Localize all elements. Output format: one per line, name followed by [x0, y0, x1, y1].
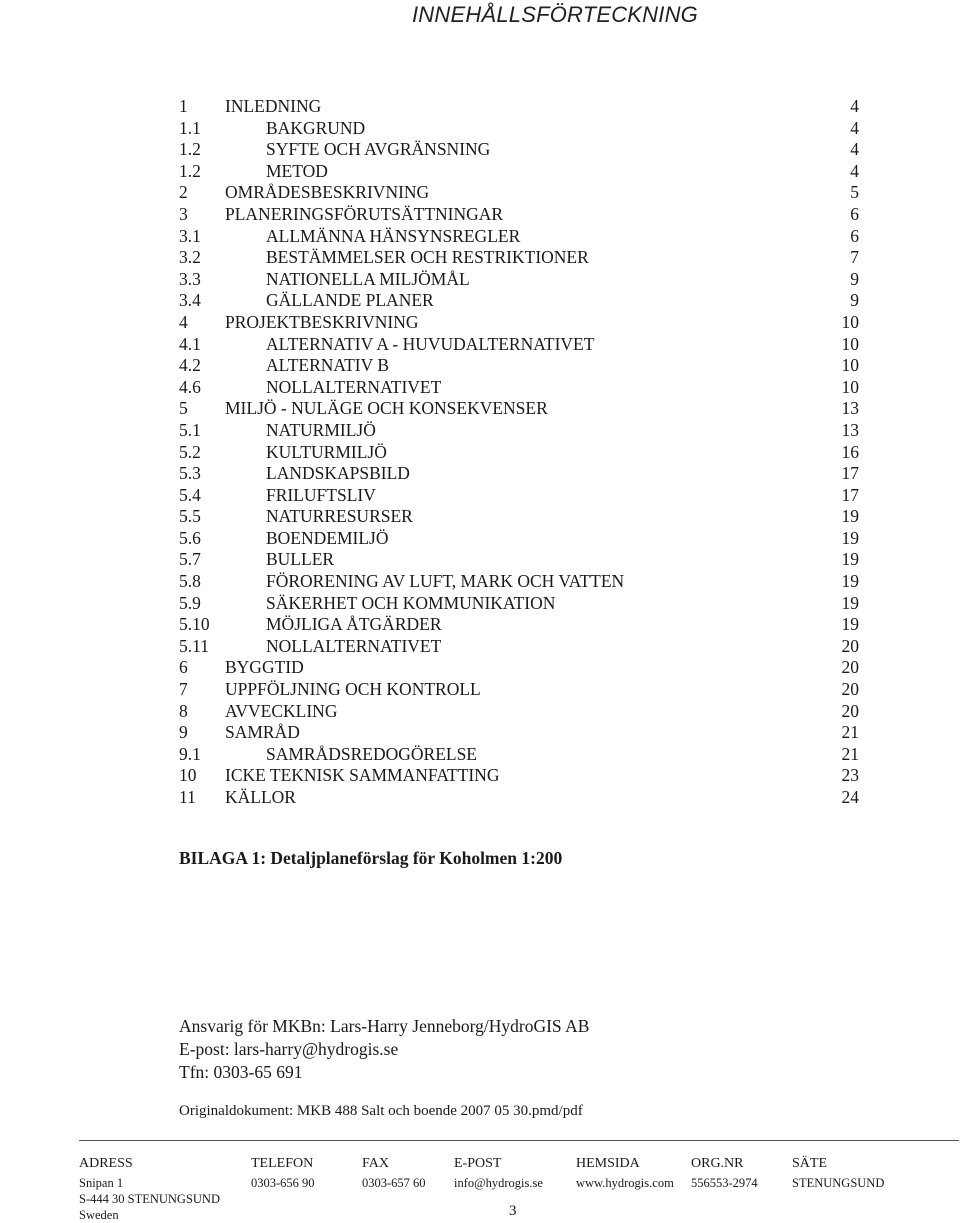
footer-column	[691, 1156, 758, 1191]
toc-entry-page: 24	[841, 787, 859, 807]
toc-entry	[179, 226, 859, 248]
toc-entry-page: 4	[850, 96, 859, 116]
toc-entry-number: 5.6	[179, 527, 201, 548]
toc-entry-page: 17	[841, 463, 859, 484]
toc-entry-title: KULTURMILJÖ	[266, 441, 387, 462]
toc-entry	[179, 636, 859, 658]
toc-entry-title: SÄKERHET OCH KOMMUNIKATION	[266, 592, 556, 613]
footer-divider	[79, 1140, 959, 1141]
toc-entry-page: 20	[841, 657, 859, 678]
toc-entry-page: 5	[850, 182, 859, 203]
table-of-contents	[179, 96, 859, 809]
toc-entry-number: 5	[179, 398, 188, 419]
toc-entry	[179, 506, 859, 528]
toc-entry-page: 13	[841, 419, 859, 440]
toc-entry-title: NOLLALTERNATIVET	[266, 635, 442, 656]
toc-entry-page: 9	[850, 290, 859, 311]
toc-entry-page: 19	[841, 506, 859, 527]
toc-entry-page: 19	[841, 614, 859, 635]
toc-entry-page: 20	[841, 679, 859, 700]
toc-entry-number: 3.4	[179, 290, 201, 311]
toc-entry-page: 10	[841, 355, 859, 376]
toc-entry-title: ALTERNATIV B	[266, 355, 389, 376]
footer-column-value: info@hydrogis.se	[454, 1176, 543, 1190]
toc-entry	[179, 722, 859, 744]
toc-entry-number: 7	[179, 679, 188, 700]
toc-entry-number: 5.8	[179, 571, 201, 592]
footer-column-value: 556553-2974	[691, 1176, 758, 1190]
toc-entry-title: MILJÖ - NULÄGE OCH KONSEKVENSER	[225, 398, 548, 419]
toc-entry-number: 5.5	[179, 506, 201, 527]
toc-entry-number: 8	[179, 700, 188, 721]
toc-entry-title: FRILUFTSLIV	[266, 484, 376, 505]
toc-entry-number: 1.1	[179, 117, 201, 138]
toc-entry-title: PROJEKTBESKRIVNING	[225, 311, 419, 332]
toc-entry-number: 5.11	[179, 635, 209, 656]
toc-entry-number: 4	[179, 311, 188, 332]
phone-line: Tfn: 0303-65 691	[179, 1062, 303, 1082]
toc-entry-title: MÖJLIGA ÅTGÄRDER	[266, 614, 442, 635]
toc-entry-number: 5.1	[179, 419, 201, 440]
toc-entry	[179, 247, 859, 269]
toc-entry-page: 7	[850, 247, 859, 268]
toc-entry	[179, 701, 859, 723]
toc-entry-title: GÄLLANDE PLANER	[266, 290, 434, 311]
toc-entry-number: 3.3	[179, 268, 201, 289]
toc-entry-title: ICKE TEKNISK SAMMANFATTING	[225, 765, 500, 786]
toc-entry-number: 5.4	[179, 484, 201, 505]
footer-column-heading: FAX	[362, 1156, 389, 1171]
toc-entry-page: 6	[850, 203, 859, 224]
toc-entry	[179, 442, 859, 464]
toc-entry	[179, 204, 859, 226]
footer-column	[576, 1156, 674, 1191]
toc-entry-title: LANDSKAPSBILD	[266, 463, 410, 484]
toc-entry-page: 10	[841, 333, 859, 354]
toc-entry-title: KÄLLOR	[225, 787, 296, 807]
toc-entry-number: 5.10	[179, 614, 210, 635]
toc-entry-number: 5.7	[179, 549, 201, 570]
toc-entry	[179, 787, 859, 809]
toc-entry-title: BAKGRUND	[266, 117, 366, 138]
toc-entry-page: 21	[841, 743, 859, 764]
footer-column	[79, 1156, 220, 1223]
toc-entry-title: SAMRÅDSREDOGÖRELSE	[266, 743, 477, 764]
page-header-title: INNEHÅLLSFÖRTECKNING	[412, 2, 698, 27]
toc-entry-title: BYGGTID	[225, 657, 304, 678]
toc-entry-page: 4	[850, 117, 859, 138]
toc-entry	[179, 744, 859, 766]
toc-entry-number: 3.2	[179, 247, 201, 268]
toc-entry-page: 19	[841, 549, 859, 570]
toc-entry	[179, 657, 859, 679]
toc-entry-page: 19	[841, 592, 859, 613]
toc-entry-number: 9	[179, 722, 188, 743]
toc-entry	[179, 528, 859, 550]
toc-entry-page: 10	[841, 311, 859, 332]
toc-entry-number: 5.2	[179, 441, 201, 462]
toc-entry-title: SYFTE OCH AVGRÄNSNING	[266, 139, 491, 160]
toc-entry	[179, 765, 859, 787]
toc-entry	[179, 118, 859, 140]
toc-entry-title: INLEDNING	[225, 96, 322, 116]
toc-entry-page: 19	[841, 571, 859, 592]
footer-column-value: 0303-656 90	[251, 1176, 315, 1190]
toc-entry-number: 6	[179, 657, 188, 678]
toc-entry-page: 10	[841, 376, 859, 397]
footer-column-heading: ORG.NR	[691, 1156, 744, 1171]
toc-entry-title: NOLLALTERNATIVET	[266, 376, 442, 397]
toc-entry-number: 9.1	[179, 743, 201, 764]
toc-entry-number: 1.2	[179, 139, 201, 160]
toc-entry-number: 2	[179, 182, 188, 203]
toc-entry	[179, 571, 859, 593]
toc-entry-title: ALTERNATIV A - HUVUDALTERNATIVET	[266, 333, 595, 354]
footer-column-value: 0303-657 60	[362, 1176, 426, 1190]
toc-entry-page: 13	[841, 398, 859, 419]
toc-entry	[179, 679, 859, 701]
toc-entry	[179, 290, 859, 312]
page-number: 3	[509, 1203, 517, 1219]
toc-entry	[179, 377, 859, 399]
toc-entry-title: BULLER	[266, 549, 335, 570]
original-document-line: Originaldokument: MKB 488 Salt och boende 2007 05 30.pmd/pdf	[179, 1103, 583, 1119]
toc-entry	[179, 96, 859, 118]
footer-column	[454, 1156, 543, 1191]
toc-entry	[179, 355, 859, 377]
toc-entry-page: 17	[841, 484, 859, 505]
toc-entry-number: 4.1	[179, 333, 201, 354]
toc-entry	[179, 593, 859, 615]
toc-entry	[179, 312, 859, 334]
toc-entry	[179, 398, 859, 420]
footer-column	[362, 1156, 426, 1191]
toc-entry-title: PLANERINGSFÖRUTSÄTTNINGAR	[225, 203, 504, 224]
footer-column-value: S-444 30 STENUNGSUND	[79, 1192, 220, 1206]
footer-column-value: Sweden	[79, 1208, 119, 1222]
toc-entry	[179, 614, 859, 636]
toc-entry-number: 10	[179, 765, 197, 786]
toc-entry-page: 23	[841, 765, 859, 786]
toc-entry-number: 5.9	[179, 592, 201, 613]
toc-entry-page: 20	[841, 635, 859, 656]
toc-entry-number: 4.2	[179, 355, 201, 376]
toc-entry	[179, 485, 859, 507]
footer-column-value: STENUNGSUND	[792, 1176, 885, 1190]
toc-entry-number: 3	[179, 203, 188, 224]
toc-entry-title: SAMRÅD	[225, 722, 300, 743]
footer-column-heading: SÄTE	[792, 1156, 827, 1171]
toc-entry-title: METOD	[266, 160, 328, 181]
footer-column	[251, 1156, 315, 1191]
toc-entry-title: FÖRORENING AV LUFT, MARK OCH VATTEN	[266, 571, 625, 592]
toc-entry	[179, 161, 859, 183]
footer-column-heading: ADRESS	[79, 1156, 133, 1171]
toc-entry-title: AVVECKLING	[225, 700, 338, 721]
footer-column-heading: E-POST	[454, 1156, 502, 1171]
toc-entry-page: 19	[841, 527, 859, 548]
toc-entry-number: 11	[179, 787, 196, 807]
toc-entry-page: 16	[841, 441, 859, 462]
toc-entry-page: 9	[850, 268, 859, 289]
footer-column-value: www.hydrogis.com	[576, 1176, 674, 1190]
toc-entry-title: NATIONELLA MILJÖMÅL	[266, 268, 470, 289]
toc-entry-title: BESTÄMMELSER OCH RESTRIKTIONER	[266, 247, 589, 268]
toc-entry-number: 1.2	[179, 160, 201, 181]
toc-entry-number: 4.6	[179, 376, 201, 397]
toc-entry	[179, 420, 859, 442]
toc-entry-number: 1	[179, 96, 188, 116]
toc-entry-title: NATURRESURSER	[266, 506, 413, 527]
appendix-line: BILAGA 1: Detaljplaneförslag för Koholmen 1:200	[179, 848, 563, 868]
footer-column-heading: TELEFON	[251, 1156, 314, 1171]
email-line: E-post: lars-harry@hydrogis.se	[179, 1039, 399, 1059]
responsible-line: Ansvarig för MKBn: Lars-Harry Jenneborg/HydroGIS AB	[179, 1016, 590, 1036]
contact-block	[179, 1015, 589, 1084]
toc-entry	[179, 549, 859, 571]
toc-entry	[179, 139, 859, 161]
toc-entry	[179, 334, 859, 356]
toc-entry-title: BOENDEMILJÖ	[266, 527, 389, 548]
toc-entry-number: 3.1	[179, 225, 201, 246]
toc-entry-page: 4	[850, 160, 859, 181]
toc-entry-page: 4	[850, 139, 859, 160]
toc-entry-title: NATURMILJÖ	[266, 419, 376, 440]
toc-entry-title: UPPFÖLJNING OCH KONTROLL	[225, 679, 481, 700]
footer-column-value: Snipan 1	[79, 1176, 124, 1190]
toc-entry-page: 6	[850, 225, 859, 246]
footer-column	[792, 1156, 884, 1191]
toc-entry	[179, 269, 859, 291]
toc-entry-page: 21	[841, 722, 859, 743]
toc-entry-title: ALLMÄNNA HÄNSYNSREGLER	[266, 225, 521, 246]
toc-entry-title: OMRÅDESBESKRIVNING	[225, 182, 430, 203]
toc-entry-page: 20	[841, 700, 859, 721]
footer-column-heading: HEMSIDA	[576, 1156, 640, 1171]
toc-entry-number: 5.3	[179, 463, 201, 484]
toc-entry	[179, 463, 859, 485]
toc-entry	[179, 182, 859, 204]
